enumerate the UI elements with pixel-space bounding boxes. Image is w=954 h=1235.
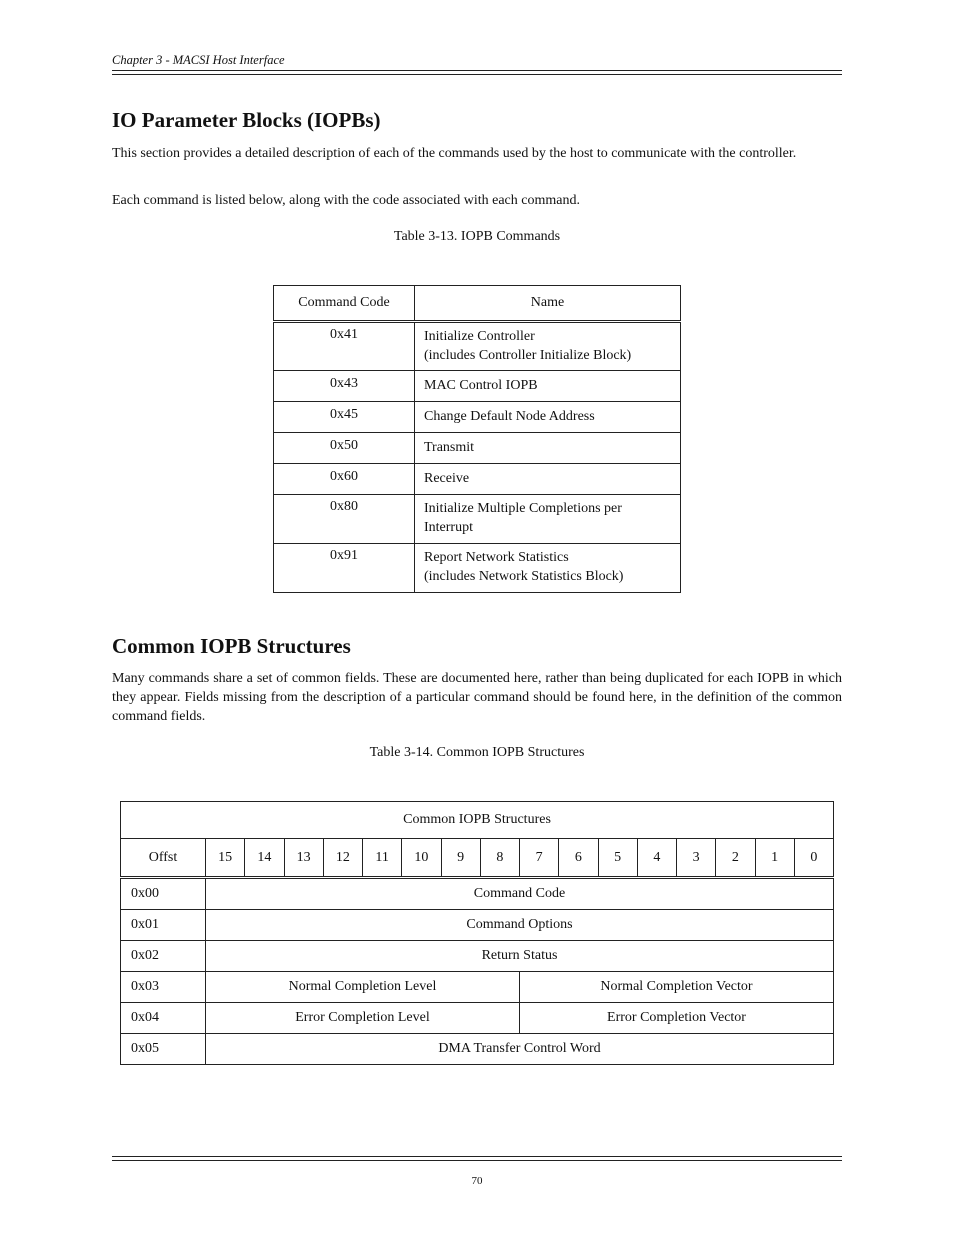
chapter-header: Chapter 3 - MACSI Host Interface — [112, 53, 285, 67]
table-row — [121, 1003, 834, 1034]
command-name-line: Initialize Multiple Completions per — [424, 501, 622, 516]
command-code-cell: 0x91 — [274, 544, 415, 593]
page-number: 70 — [471, 1175, 483, 1187]
offset-header-cell: Offst — [121, 839, 206, 878]
table-row — [121, 972, 834, 1003]
offset-cell: 0x02 — [121, 941, 206, 972]
section2-paragraph-1: Many commands share a set of common fields. These are documented here, rather than being duplicated for each IOPB in which they appear. Fields missing from the description of a particular command should be found here, in the definition of the common command fields. — [112, 671, 842, 724]
bit-header-cell: 14 — [245, 839, 284, 878]
bit-header-cell: 11 — [363, 839, 402, 878]
command-name-line: Transmit — [424, 440, 475, 455]
field-cell: Return Status — [206, 941, 834, 972]
offset-cell: 0x04 — [121, 1003, 206, 1034]
command-name-line: Report Network Statistics — [424, 550, 569, 565]
footer-rule-top — [112, 1156, 842, 1157]
bit-header-cell: 0 — [794, 839, 833, 878]
bit-header-cell: 5 — [598, 839, 637, 878]
section-title-common-iopb: Common IOPB Structures — [112, 634, 351, 658]
bit-header-cell: 13 — [284, 839, 323, 878]
offset-cell: 0x05 — [121, 1034, 206, 1065]
table-row — [121, 910, 834, 941]
offset-cell: 0x01 — [121, 910, 206, 941]
command-name-cell — [415, 322, 681, 371]
command-code-cell: 0x43 — [274, 371, 415, 402]
table-row — [121, 878, 834, 910]
table-row — [121, 1034, 834, 1065]
field-cell: Command Options — [206, 910, 834, 941]
table-title-cell: Common IOPB Structures — [121, 802, 834, 839]
table-row — [274, 371, 681, 402]
bit-header-cell: 6 — [559, 839, 598, 878]
bit-header-cell: 10 — [402, 839, 441, 878]
command-code-cell: 0x80 — [274, 495, 415, 544]
bit-header-cell: 1 — [755, 839, 794, 878]
section1-paragraph-1: This section provides a detailed description of each of the commands used by the host to communicate with the controller. — [112, 146, 797, 161]
bit-header-cell: 4 — [637, 839, 676, 878]
command-name-cell — [415, 544, 681, 593]
section-title-iopbs: IO Parameter Blocks (IOPBs) — [112, 108, 381, 132]
field-cell: Normal Completion Vector — [520, 972, 834, 1003]
table-row — [274, 544, 681, 593]
bit-header-cell: 12 — [323, 839, 362, 878]
table-row — [274, 495, 681, 544]
command-name-line: (includes Network Statistics Block) — [424, 569, 624, 584]
table-header-row — [274, 286, 681, 322]
bit-header-cell: 3 — [677, 839, 716, 878]
iopb-commands-table — [273, 285, 681, 593]
command-name-cell — [415, 402, 681, 433]
table1-caption: Table 3-13. IOPB Commands — [393, 229, 561, 244]
bit-header-cell: 2 — [716, 839, 755, 878]
field-cell: DMA Transfer Control Word — [206, 1034, 834, 1065]
field-cell: Command Code — [206, 878, 834, 910]
common-iopb-structures-table — [120, 801, 834, 1065]
table-row — [274, 464, 681, 495]
command-name-line: Receive — [424, 471, 470, 486]
bit-header-cell: 7 — [520, 839, 559, 878]
command-code-cell: 0x50 — [274, 433, 415, 464]
command-name-line: Interrupt — [424, 520, 473, 535]
offset-cell: 0x00 — [121, 878, 206, 910]
bit-header-cell: 9 — [441, 839, 480, 878]
command-code-cell: 0x41 — [274, 322, 415, 371]
header-rule-top — [112, 70, 842, 71]
command-name-line: MAC Control IOPB — [424, 378, 538, 393]
command-name-cell — [415, 371, 681, 402]
command-code-cell: 0x45 — [274, 402, 415, 433]
field-cell: Normal Completion Level — [206, 972, 520, 1003]
command-name-cell — [415, 495, 681, 544]
column-header-name: Name — [415, 286, 681, 322]
command-name-line: (includes Controller Initialize Block) — [424, 348, 632, 363]
command-name-cell — [415, 464, 681, 495]
table-row — [274, 322, 681, 371]
bit-header-cell: 15 — [206, 839, 245, 878]
header-rule-bottom — [112, 74, 842, 75]
table-row — [274, 433, 681, 464]
column-header-command-code: Command Code — [274, 286, 415, 322]
command-name-line: Change Default Node Address — [424, 409, 595, 424]
table-row — [121, 941, 834, 972]
command-name-line: Initialize Controller — [424, 329, 535, 344]
table2-caption: Table 3-14. Common IOPB Structures — [369, 745, 585, 760]
offset-cell: 0x03 — [121, 972, 206, 1003]
bit-header-cell: 8 — [480, 839, 519, 878]
command-name-cell — [415, 433, 681, 464]
section1-paragraph-2: Each command is listed below, along with the code associated with each command. — [112, 193, 580, 208]
bit-header-row — [121, 839, 834, 878]
table-title-row — [121, 802, 834, 839]
field-cell: Error Completion Level — [206, 1003, 520, 1034]
field-cell: Error Completion Vector — [520, 1003, 834, 1034]
footer-rule-bottom — [112, 1160, 842, 1161]
table-row — [274, 402, 681, 433]
command-code-cell: 0x60 — [274, 464, 415, 495]
